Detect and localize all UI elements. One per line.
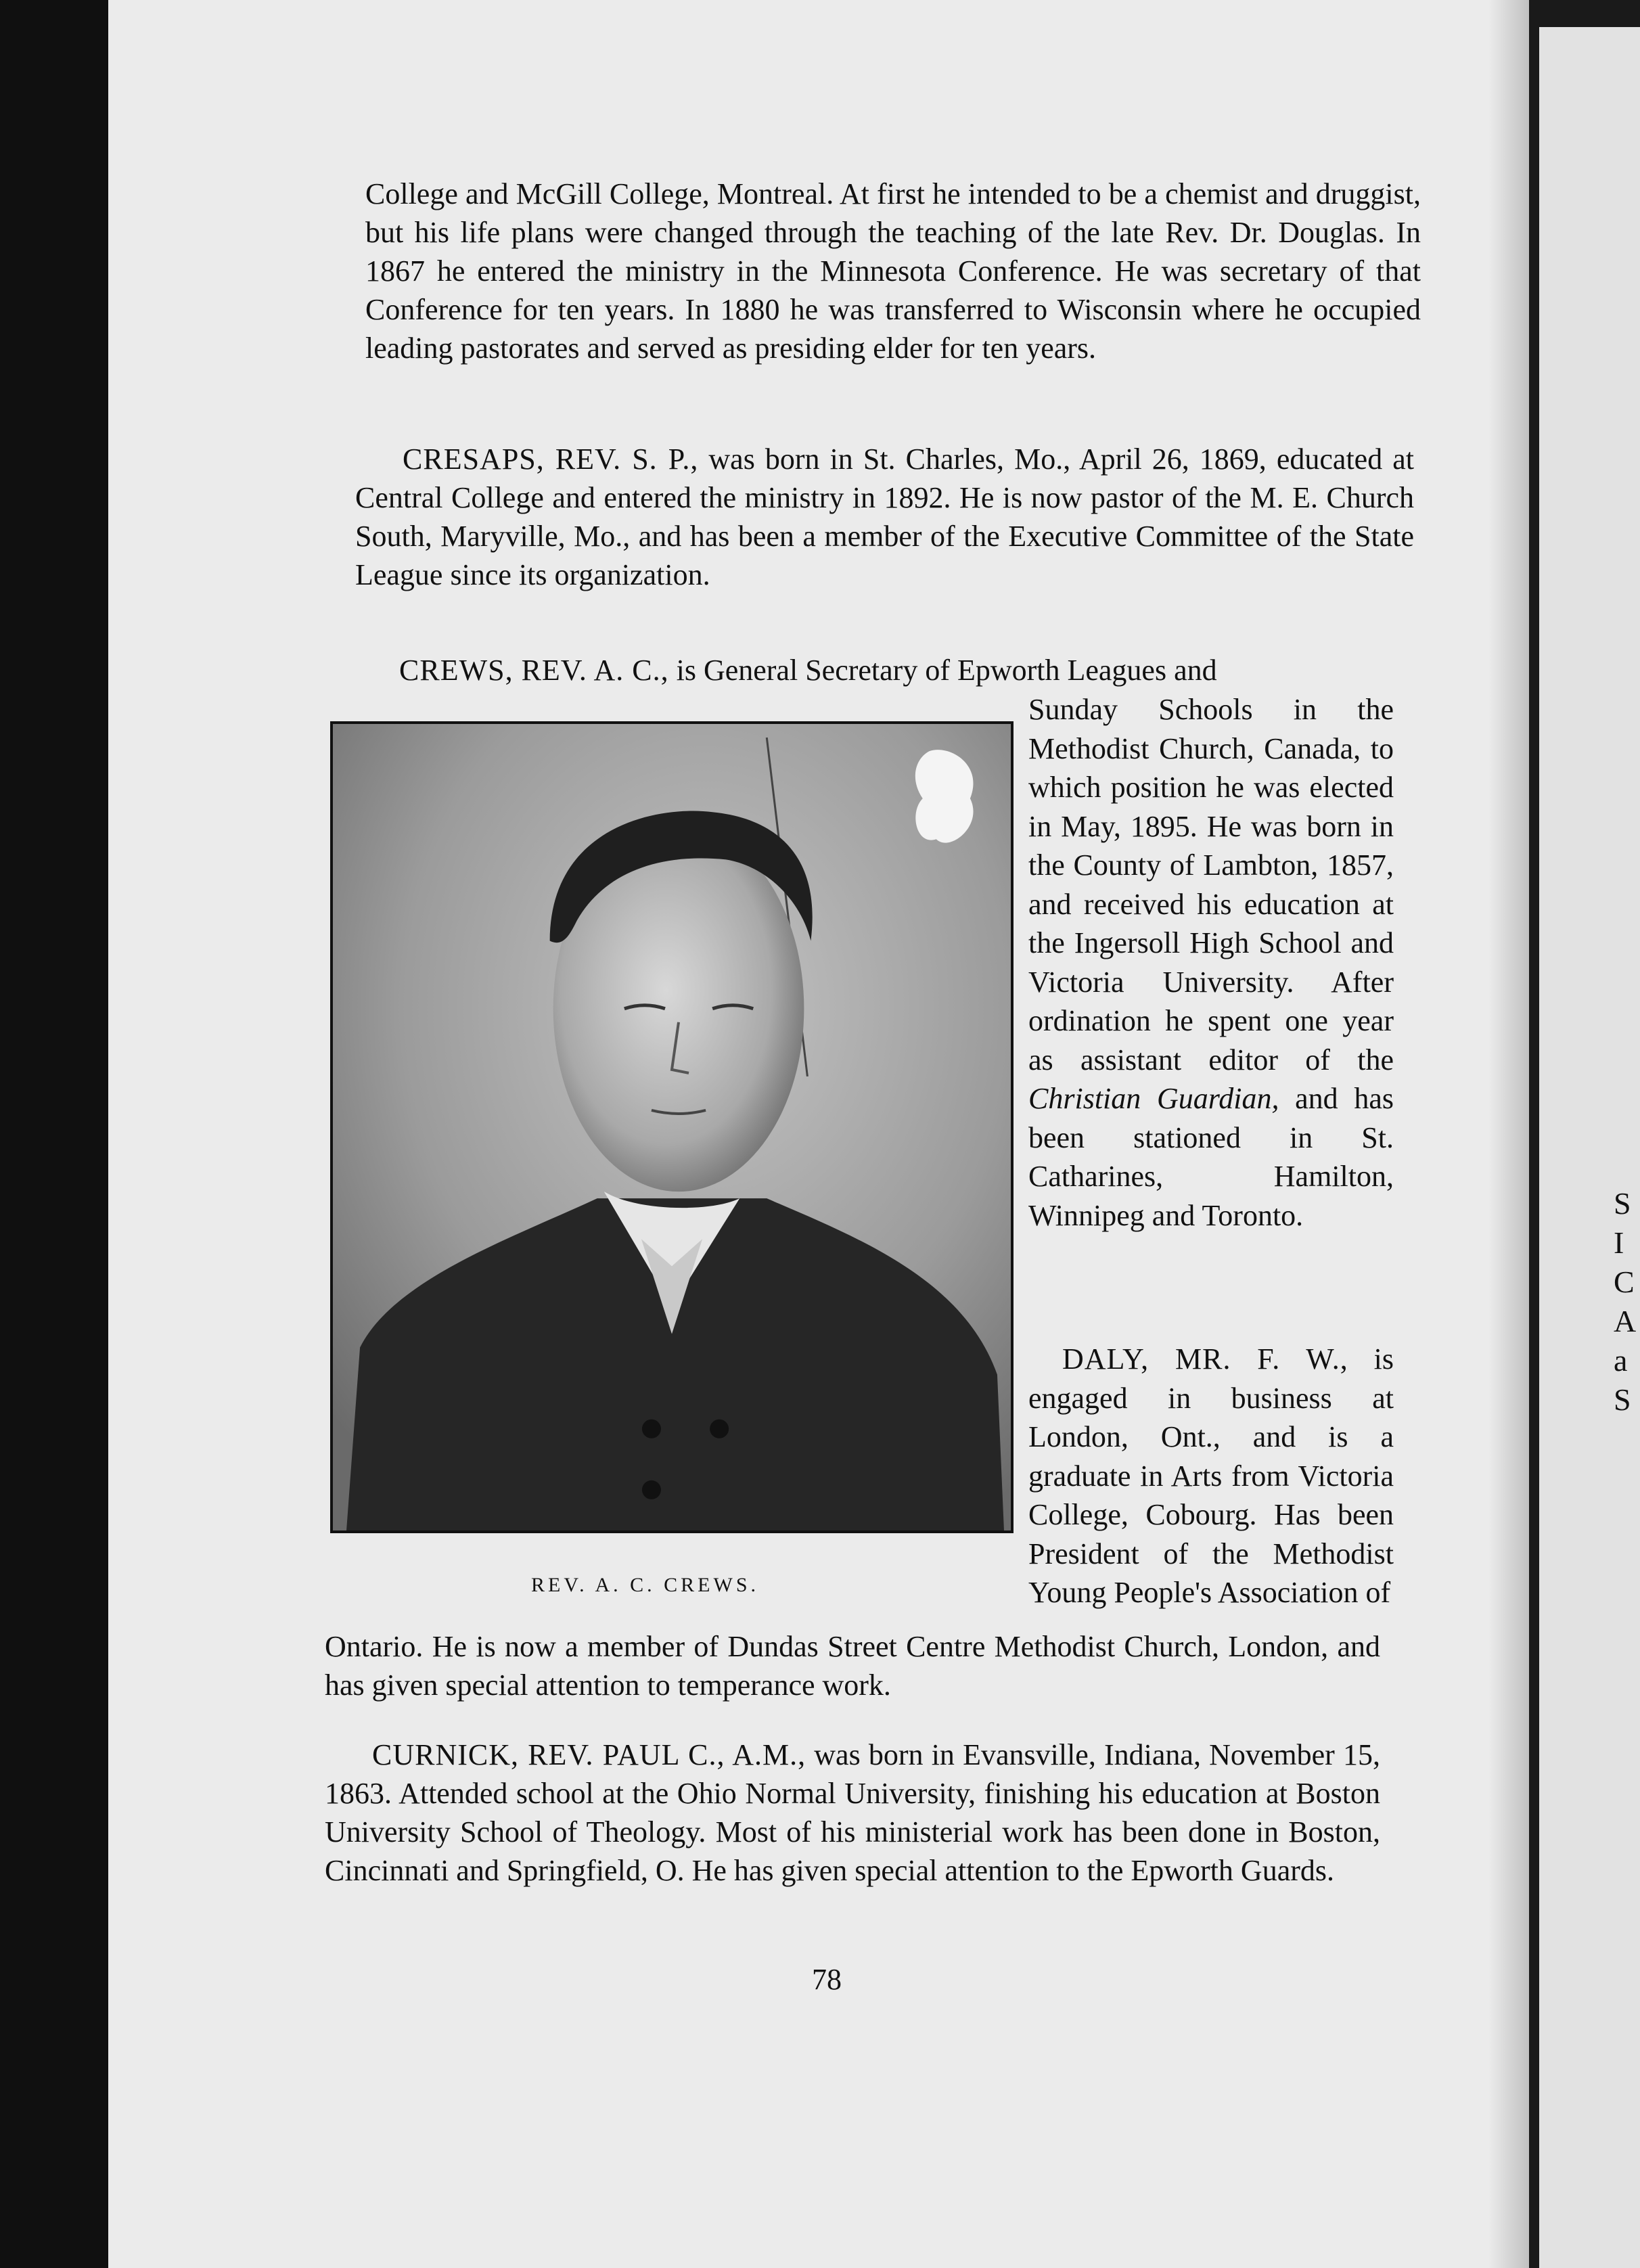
entry-crews-lead-text: is General Secretary of Epworth Leagues and [676, 654, 1217, 687]
facing-page-fragment: S I C A a S [1614, 1186, 1637, 1417]
entry-cresaps [355, 440, 1414, 594]
entry-cresaps-text [355, 440, 1414, 594]
entry-crews-lead [352, 651, 1407, 689]
scan-background [0, 0, 108, 2268]
page-number: 78 [812, 1963, 842, 1996]
portrait-caption: REV. A. C. CREWS. [531, 1574, 759, 1596]
portrait-photo [330, 721, 1013, 1533]
entry-crews-column-before: Sunday Schools in the Methodist Church, Canada, to which position he was elected in May, 1895. He was born in the County of Lambton, 1857, and received his education at the Ingersoll High School and Victoria University. After ordination he spent one year as assistant editor of the [1028, 693, 1394, 1076]
entry-daly-continuation: Ontario. He is now a member of Dundas Street Centre Methodist Church, London, and has given special attention to temperance work. [325, 1630, 1380, 1702]
entry-crews-periodical: Christian Guardian, [1028, 1082, 1279, 1115]
entry-curnick-name: CURNICK, REV. PAUL C., A.M., [372, 1738, 806, 1771]
entry-crews-column-after: and has been stationed in St. Catharines, Hamilton, Winnipeg and Toronto. [1028, 1082, 1394, 1232]
entry-curnick [325, 1736, 1380, 1890]
facing-page-edge [1539, 27, 1640, 2268]
entry-cresaps-name: CRESAPS, REV. S. P., [403, 443, 699, 476]
gutter-shadow [1488, 0, 1529, 2268]
continuation-text: College and McGill College, Montreal. At first he intended to be a chemist and druggist, but his life plans were changed through the teaching of the late Rev. Dr. Douglas. In 1867 he entered the ministry in the Minnesota Conference. He was secretary of that Conference for ten years. In 1880 he was transferred to Wisconsin where he occupied leading pastorates and served as presiding elder for ten years. [365, 177, 1421, 365]
entry-daly-column [1028, 1340, 1394, 1612]
entry-cresaps-body: was born in St. Charles, Mo., April 26, 1869, educated at Central College and entered the ministry in 1892. He is now pastor of the M. E. Church South, Maryville, Mo., and has been a member of the Executive Committee of the State League since its organization. [355, 443, 1415, 591]
entry-daly-name: DALY, MR. F. W., [1062, 1342, 1348, 1376]
entry-curnick-body: was born in Evansville, Indiana, November 15, 1863. Attended school at the Ohio Normal University, finishing his education at Boston University School of Theology. Most of his ministerial work has been done in Boston, Cincinnati and Springfield, O. He has given special attention to the Epworth Guards. [325, 1738, 1381, 1887]
portrait-illustration [333, 724, 1011, 1530]
entry-daly-column-text: is engaged in business at London, Ont., and is a graduate in Arts from Victoria College, Cobourg. Has been President of the Methodist Young People's Association of [1028, 1342, 1394, 1609]
entry-crews-name: CREWS, REV. A. C., [399, 654, 669, 687]
entry-crews-column [1028, 690, 1394, 1235]
paragraph-continuation [365, 175, 1421, 367]
